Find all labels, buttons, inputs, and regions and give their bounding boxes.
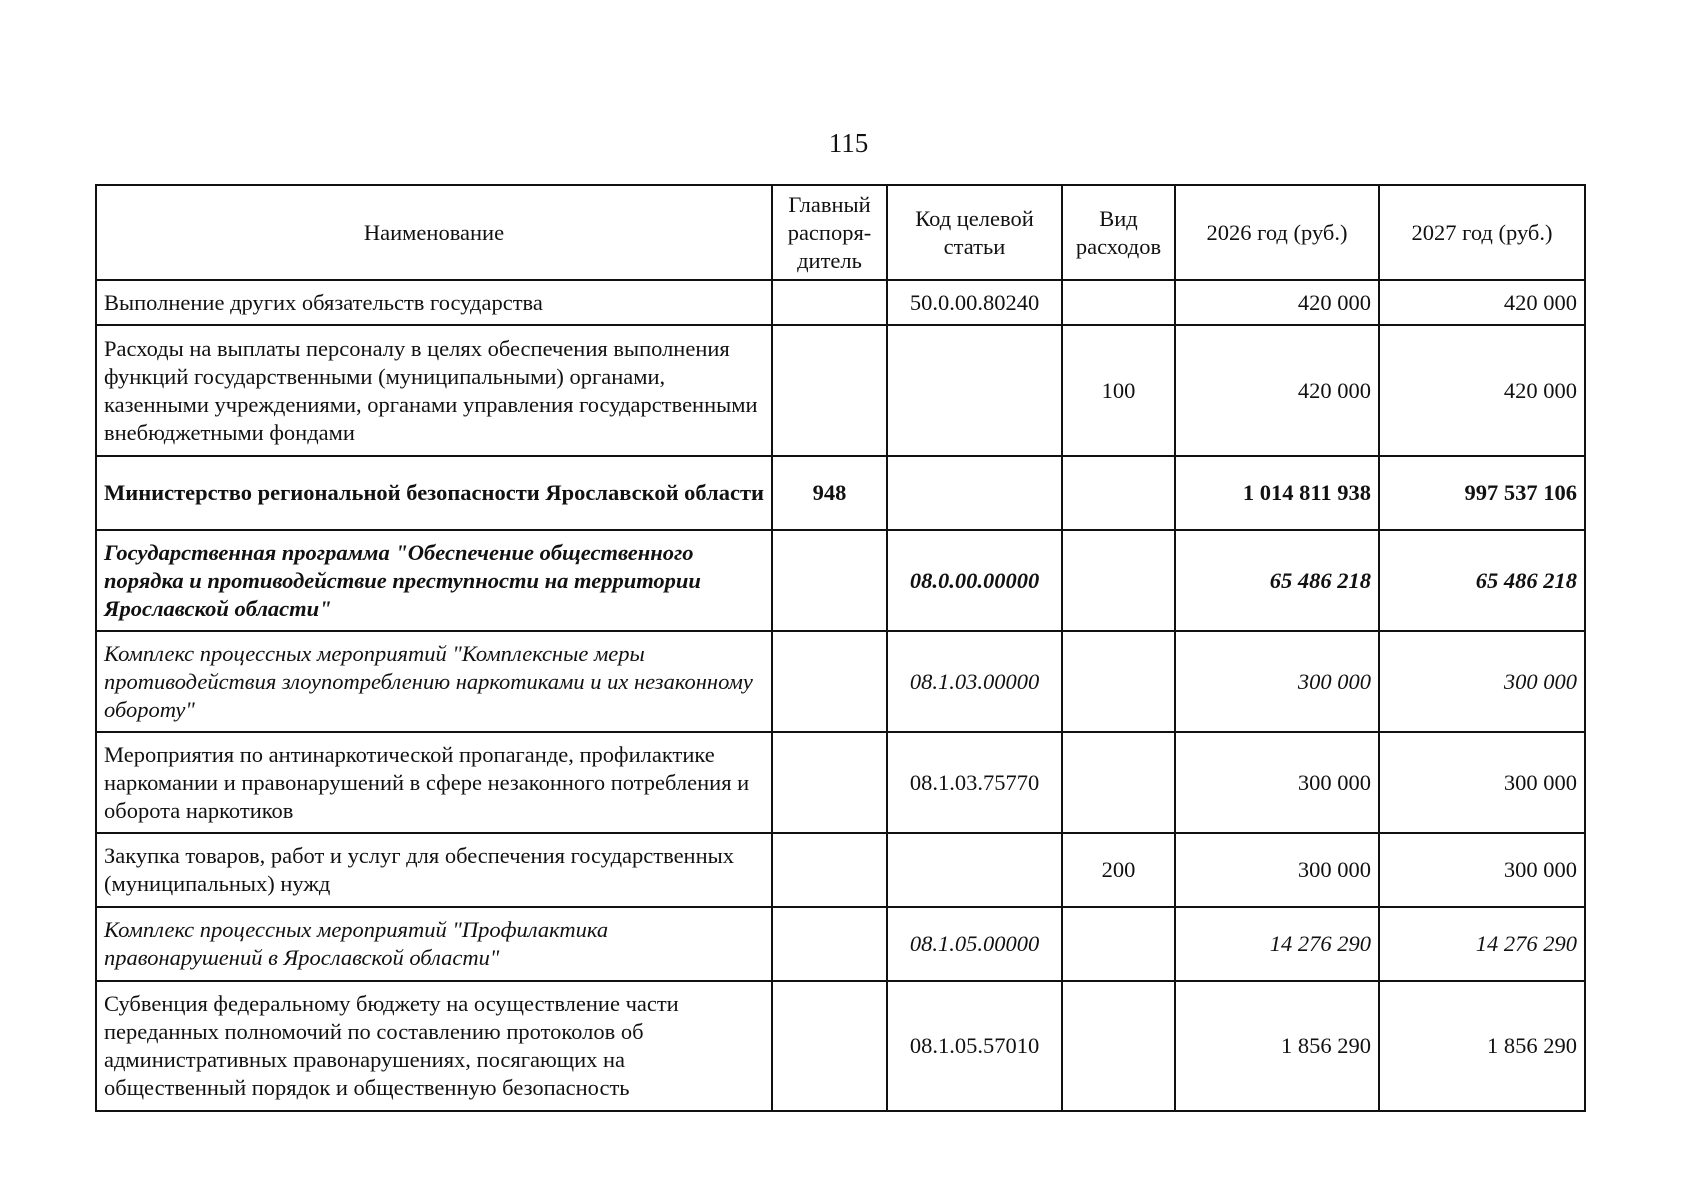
header-target-code: Код целевой статьи bbox=[887, 185, 1062, 280]
table-row bbox=[96, 981, 1585, 1111]
cell-target-code: 08.1.03.00000 bbox=[887, 631, 1062, 732]
cell-year-2027: 300 000 bbox=[1379, 833, 1585, 907]
cell-main-manager bbox=[772, 732, 887, 833]
cell-year-2026: 420 000 bbox=[1175, 280, 1379, 325]
cell-year-2027: 420 000 bbox=[1379, 280, 1585, 325]
cell-year-2026: 300 000 bbox=[1175, 631, 1379, 732]
cell-name: Закупка товаров, работ и услуг для обеспечения государственных (муниципальных) нужд bbox=[96, 833, 772, 907]
cell-target-code: 50.0.00.80240 bbox=[887, 280, 1062, 325]
cell-name: Комплекс процессных мероприятий "Профилактика правонарушений в Ярославской области" bbox=[96, 907, 772, 981]
table-row bbox=[96, 833, 1585, 907]
cell-year-2027: 300 000 bbox=[1379, 631, 1585, 732]
table-row bbox=[96, 732, 1585, 833]
header-year-2027: 2027 год (руб.) bbox=[1379, 185, 1585, 280]
cell-year-2026: 1 014 811 938 bbox=[1175, 456, 1379, 530]
cell-expense-type: 100 bbox=[1062, 325, 1175, 456]
header-year-2026: 2026 год (руб.) bbox=[1175, 185, 1379, 280]
cell-year-2026: 1 856 290 bbox=[1175, 981, 1379, 1111]
page-number: 115 bbox=[828, 128, 869, 158]
cell-name: Выполнение других обязательств государства bbox=[96, 280, 772, 325]
cell-main-manager bbox=[772, 280, 887, 325]
cell-target-code: 08.0.00.00000 bbox=[887, 530, 1062, 631]
cell-target-code bbox=[887, 833, 1062, 907]
cell-main-manager: 948 bbox=[772, 456, 887, 530]
table-row bbox=[96, 631, 1585, 732]
cell-name: Государственная программа "Обеспечение общественного порядка и противодействие преступности на территории Ярославской области" bbox=[96, 530, 772, 631]
cell-year-2027: 14 276 290 bbox=[1379, 907, 1585, 981]
table-body bbox=[96, 280, 1585, 1111]
cell-year-2026: 300 000 bbox=[1175, 732, 1379, 833]
cell-main-manager bbox=[772, 325, 887, 456]
header-expense-type: Вид расходов bbox=[1062, 185, 1175, 280]
cell-main-manager bbox=[772, 981, 887, 1111]
cell-year-2027: 300 000 bbox=[1379, 732, 1585, 833]
cell-year-2027: 65 486 218 bbox=[1379, 530, 1585, 631]
cell-expense-type bbox=[1062, 907, 1175, 981]
cell-name: Комплекс процессных мероприятий "Комплексные меры противодействия злоупотреблению наркотиками и их незаконному обороту" bbox=[96, 631, 772, 732]
cell-main-manager bbox=[772, 833, 887, 907]
budget-table bbox=[95, 184, 1586, 1112]
cell-expense-type bbox=[1062, 981, 1175, 1111]
cell-year-2026: 300 000 bbox=[1175, 833, 1379, 907]
cell-expense-type bbox=[1062, 280, 1175, 325]
table-row bbox=[96, 907, 1585, 981]
table-row bbox=[96, 325, 1585, 456]
cell-expense-type bbox=[1062, 631, 1175, 732]
table-row bbox=[96, 530, 1585, 631]
cell-expense-type bbox=[1062, 530, 1175, 631]
cell-year-2027: 1 856 290 bbox=[1379, 981, 1585, 1111]
cell-target-code bbox=[887, 456, 1062, 530]
cell-year-2026: 14 276 290 bbox=[1175, 907, 1379, 981]
cell-target-code: 08.1.03.75770 bbox=[887, 732, 1062, 833]
cell-name: Мероприятия по антинаркотической пропаганде, профилактике наркомании и правонарушений в сфере незаконного потребления и оборота наркотиков bbox=[96, 732, 772, 833]
cell-year-2027: 420 000 bbox=[1379, 325, 1585, 456]
cell-expense-type bbox=[1062, 732, 1175, 833]
cell-year-2026: 420 000 bbox=[1175, 325, 1379, 456]
table-header-row bbox=[96, 185, 1585, 280]
cell-name: Министерство региональной безопасности Ярославской области bbox=[96, 456, 772, 530]
cell-target-code bbox=[887, 325, 1062, 456]
header-main-manager: Главный распоря-дитель bbox=[772, 185, 887, 280]
cell-expense-type: 200 bbox=[1062, 833, 1175, 907]
header-name: Наименование bbox=[96, 185, 772, 280]
cell-target-code: 08.1.05.57010 bbox=[887, 981, 1062, 1111]
table-row bbox=[96, 280, 1585, 325]
cell-year-2026: 65 486 218 bbox=[1175, 530, 1379, 631]
cell-main-manager bbox=[772, 530, 887, 631]
cell-main-manager bbox=[772, 907, 887, 981]
cell-target-code: 08.1.05.00000 bbox=[887, 907, 1062, 981]
cell-main-manager bbox=[772, 631, 887, 732]
cell-name: Субвенция федеральному бюджету на осуществление части переданных полномочий по составлению протоколов об административных правонарушениях, посягающих на общественный порядок и общественную безопасность bbox=[96, 981, 772, 1111]
cell-year-2027: 997 537 106 bbox=[1379, 456, 1585, 530]
table-row bbox=[96, 456, 1585, 530]
cell-expense-type bbox=[1062, 456, 1175, 530]
cell-name: Расходы на выплаты персоналу в целях обеспечения выполнения функций государственными (муниципальными) органами, казенными учреждениями, органами управления государственными внебюджетными фондами bbox=[96, 325, 772, 456]
